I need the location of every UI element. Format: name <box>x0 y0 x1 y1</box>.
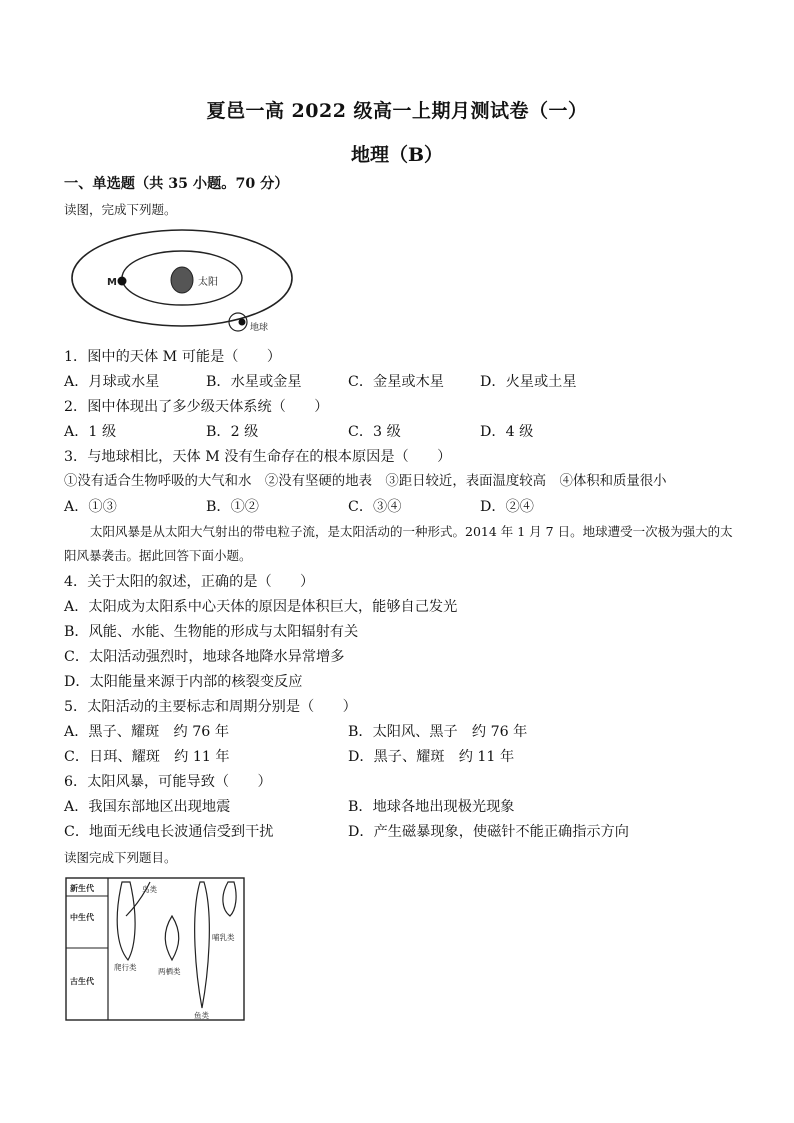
q1-option-a[interactable]: A．月球或水星 <box>64 374 160 390</box>
question-3-stem: 3．与地球相比，天体 M 没有生命存在的根本原因是（ ） <box>64 449 452 465</box>
label-birds: 鸟类 <box>142 885 157 894</box>
solar-storm-passage: 太阳风暴是从太阳大气射出的带电粒子流，是太阳活动的一种形式。2014 年 1 月 7 日。地球遭受一次极为强大的太阳风暴袭击。据此回答下面小题。 <box>64 524 733 563</box>
amphibian-lineage <box>165 916 179 960</box>
q1-option-d[interactable]: D．火星或土星 <box>480 374 577 390</box>
label-mammals: 哺乳类 <box>212 933 235 942</box>
earth-symbol <box>239 319 246 326</box>
q2-option-b[interactable]: B．2 级 <box>206 424 259 440</box>
label-fish: 鱼类 <box>194 1011 209 1020</box>
q6-option-b[interactable]: B．地球各地出现极光现象 <box>348 799 515 815</box>
fish-lineage <box>195 882 210 1008</box>
planet-m-label: M <box>107 277 117 288</box>
q1-option-c[interactable]: C．金星或木星 <box>348 374 444 390</box>
exam-title: 夏邑一高 2022 级高一上期月测试卷（一） <box>206 100 588 122</box>
q3-option-c[interactable]: C．③④ <box>348 499 402 515</box>
q6-option-c[interactable]: C．地面无线电长波通信受到干扰 <box>64 824 274 840</box>
q2-option-a[interactable]: A．1 级 <box>64 424 117 440</box>
evolution-figure <box>64 876 248 1024</box>
era-paleozoic: 古生代 <box>70 977 94 986</box>
q3-option-a[interactable]: A．①③ <box>64 499 117 515</box>
label-amphibians: 两栖类 <box>158 967 181 976</box>
question-2-stem: 2．图中体现出了多少级天体系统（ ） <box>64 399 329 415</box>
q3-option-b[interactable]: B．①② <box>206 499 259 515</box>
mammal-lineage <box>223 882 236 916</box>
question-6-stem: 6．太阳风暴，可能导致（ ） <box>64 774 272 790</box>
question-1-stem: 1．图中的天体 M 可能是（ ） <box>64 349 282 365</box>
era-mesozoic: 中生代 <box>70 913 94 922</box>
q2-option-d[interactable]: D．4 级 <box>480 424 534 440</box>
question-4-stem: 4．关于太阳的叙述，正确的是（ ） <box>64 574 315 590</box>
solar-orbit-figure <box>64 218 304 340</box>
era-cenozoic: 新生代 <box>70 884 94 893</box>
sun-label: 太阳 <box>198 277 218 288</box>
q1-option-b[interactable]: B．水星或金星 <box>206 374 302 390</box>
section-heading: 一、单选题（共 35 小题。70 分） <box>64 176 289 192</box>
q5-option-b[interactable]: B．太阳风、黑子 约 76 年 <box>348 724 528 740</box>
q4-option-c[interactable]: C．太阳活动强烈时，地球各地降水异常增多 <box>64 649 345 665</box>
figure2-intro: 读图完成下列题目。 <box>64 850 177 865</box>
q4-option-d[interactable]: D．太阳能量来源于内部的核裂变反应 <box>64 674 303 690</box>
q6-option-a[interactable]: A．我国东部地区出现地震 <box>64 799 231 815</box>
question-5-stem: 5．太阳活动的主要标志和周期分别是（ ） <box>64 699 357 715</box>
q5-option-a[interactable]: A．黑子、耀斑 约 76 年 <box>64 724 230 740</box>
q4-option-a[interactable]: A．太阳成为太阳系中心天体的原因是体积巨大，能够自己发光 <box>64 599 458 615</box>
q6-option-d[interactable]: D．产生磁暴现象，使磁针不能正确指示方向 <box>348 824 629 840</box>
label-reptiles: 爬行类 <box>114 963 137 972</box>
q5-option-c[interactable]: C．日珥、耀斑 约 11 年 <box>64 749 230 765</box>
q2-option-c[interactable]: C．3 级 <box>348 424 401 440</box>
reptile-lineage <box>117 882 135 960</box>
question-3-conditions: ①没有适合生物呼吸的大气和水 ②没有坚硬的地表 ③距日较近，表面温度较高 ④体积和质量很小 <box>64 474 667 489</box>
q5-option-d[interactable]: D．黑子、耀斑 约 11 年 <box>348 749 515 765</box>
evolution-frame <box>66 878 244 1020</box>
q4-option-b[interactable]: B．风能、水能、生物能的形成与太阳辐射有关 <box>64 624 359 640</box>
planet-m <box>118 277 127 286</box>
q3-option-d[interactable]: D．②④ <box>480 499 534 515</box>
figure1-intro: 读图，完成下列题。 <box>64 202 177 217</box>
exam-subject: 地理（B） <box>350 144 444 166</box>
sun-symbol <box>171 267 193 293</box>
earth-label: 地球 <box>250 323 269 333</box>
